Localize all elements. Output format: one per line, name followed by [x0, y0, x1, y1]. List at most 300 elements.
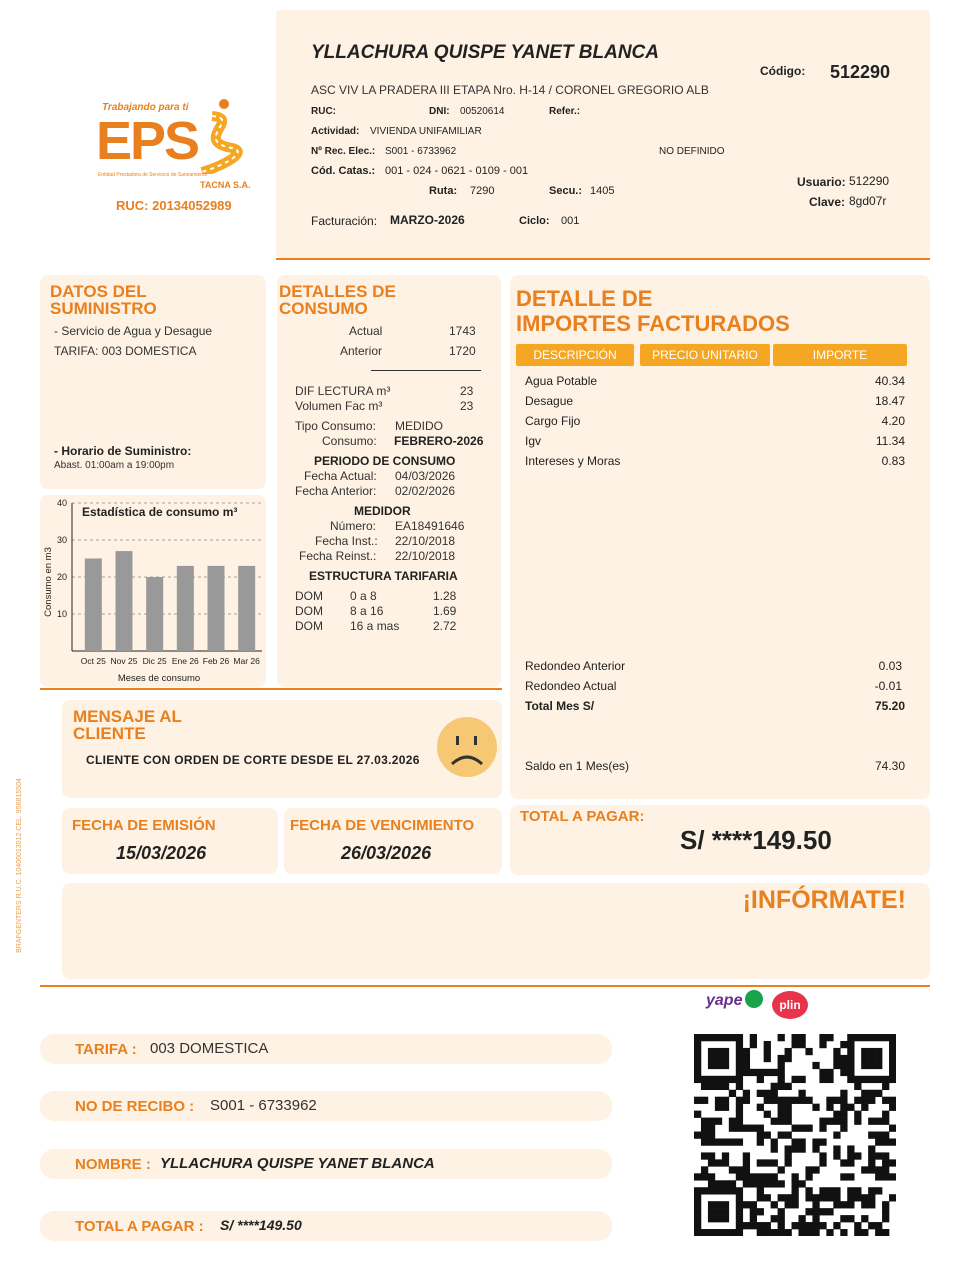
- qr-module: [701, 1083, 708, 1090]
- total-mes-label: Total Mes S/: [525, 699, 595, 713]
- item-desc: Intereses y Moras: [525, 454, 621, 468]
- qr-module: [819, 1069, 826, 1076]
- qr-module: [736, 1062, 743, 1069]
- qr-module: [861, 1048, 868, 1055]
- chart-xtick-label: Mar 26: [233, 656, 260, 666]
- qr-module: [708, 1083, 715, 1090]
- chart-bar: [208, 566, 225, 651]
- qr-module: [805, 1187, 812, 1194]
- tarifa-cat: DOM: [295, 589, 323, 603]
- qr-module: [792, 1173, 799, 1180]
- qr-module: [715, 1076, 722, 1083]
- qr-module: [798, 1076, 805, 1083]
- qr-module: [715, 1048, 722, 1055]
- qr-module: [771, 1173, 778, 1180]
- qr-module: [785, 1229, 792, 1236]
- qr-module: [722, 1201, 729, 1208]
- qr-module: [792, 1034, 799, 1041]
- qr-module: [715, 1159, 722, 1166]
- qr-module: [812, 1215, 819, 1222]
- suministro-title-2: SUMINISTRO: [50, 299, 157, 318]
- qr-module: [743, 1069, 750, 1076]
- qr-module: [694, 1215, 701, 1222]
- qr-module: [743, 1055, 750, 1062]
- qr-module: [882, 1152, 889, 1159]
- qr-module: [875, 1132, 882, 1139]
- informate-title: ¡INFÓRMATE!: [742, 886, 906, 914]
- qr-module: [729, 1138, 736, 1145]
- qr-module: [750, 1041, 757, 1048]
- ciclo-label: Ciclo:: [519, 215, 550, 227]
- qr-module: [778, 1069, 785, 1076]
- qr-module: [771, 1138, 778, 1145]
- company-logo: [96, 92, 256, 217]
- qr-module: [722, 1034, 729, 1041]
- usuario-value: 512290: [849, 174, 890, 188]
- total-value: S/ ****149.50: [680, 825, 832, 855]
- qr-module: [812, 1222, 819, 1229]
- footer-tarifa-value: 003 DOMESTICA: [150, 1040, 269, 1057]
- item-importe: 4.20: [881, 414, 905, 428]
- qr-module: [764, 1055, 771, 1062]
- dni-value: 00520614: [460, 106, 505, 117]
- qr-module: [729, 1034, 736, 1041]
- secu-label: Secu.:: [549, 185, 583, 197]
- qr-module: [798, 1125, 805, 1132]
- qr-module: [840, 1041, 847, 1048]
- qr-module: [694, 1055, 701, 1062]
- qr-module: [778, 1118, 785, 1125]
- col-precio: PRECIO UNITARIO: [640, 344, 770, 366]
- qr-module: [694, 1229, 701, 1236]
- header-divider: [276, 258, 930, 260]
- qr-module: [764, 1090, 771, 1097]
- qr-module: [708, 1048, 715, 1055]
- consumption-chart: [40, 495, 266, 687]
- consumo-title-2: CONSUMO: [279, 299, 368, 318]
- qr-module: [833, 1145, 840, 1152]
- qr-module: [708, 1152, 715, 1159]
- qr-module: [750, 1222, 757, 1229]
- qr-module: [715, 1055, 722, 1062]
- qr-module: [854, 1083, 861, 1090]
- qr-module: [812, 1145, 819, 1152]
- qr-module: [812, 1208, 819, 1215]
- qr-module: [833, 1118, 840, 1125]
- facturacion-value: MARZO-2026: [390, 213, 465, 227]
- qr-module: [785, 1159, 792, 1166]
- qr-module: [868, 1118, 875, 1125]
- qr-module: [833, 1152, 840, 1159]
- qr-module: [750, 1173, 757, 1180]
- tarifa-cat: DOM: [295, 604, 323, 618]
- tarifa-rango: 8 a 16: [350, 604, 384, 618]
- qr-module: [798, 1215, 805, 1222]
- qr-module: [833, 1048, 840, 1055]
- qr-module: [840, 1062, 847, 1069]
- qr-module: [708, 1201, 715, 1208]
- qr-module: [743, 1159, 750, 1166]
- qr-module: [708, 1229, 715, 1236]
- qr-module: [722, 1180, 729, 1187]
- chart-ylabel: Consumo en m3: [43, 547, 54, 617]
- qr-module: [722, 1187, 729, 1194]
- vol-label: Volumen Fac m³: [295, 399, 383, 413]
- qr-module: [847, 1173, 854, 1180]
- qr-module: [833, 1187, 840, 1194]
- qr-module: [882, 1097, 889, 1104]
- importes-title-1: DETALLE DE: [516, 286, 653, 311]
- qr-module: [771, 1145, 778, 1152]
- anterior-label: Anterior: [340, 344, 383, 358]
- qr-module: [875, 1229, 882, 1236]
- qr-module: [819, 1034, 826, 1041]
- emision-label: FECHA DE EMISIÓN: [72, 817, 216, 834]
- qr-module: [750, 1034, 757, 1041]
- footer-nombre-value: YLLACHURA QUISPE YANET BLANCA: [160, 1155, 435, 1172]
- redondeo-actual-value: -0.01: [874, 679, 902, 693]
- qr-module: [708, 1138, 715, 1145]
- qr-module: [701, 1034, 708, 1041]
- qr-module: [701, 1138, 708, 1145]
- qr-module: [875, 1187, 882, 1194]
- qr-module: [868, 1132, 875, 1139]
- qr-module: [875, 1055, 882, 1062]
- logo-text: EPS: [96, 111, 199, 171]
- qr-module: [861, 1076, 868, 1083]
- customer-name: YLLACHURA QUISPE YANET BLANCA: [311, 42, 659, 63]
- qr-module: [792, 1201, 799, 1208]
- qr-module: [778, 1062, 785, 1069]
- redondeo-actual-label: Redondeo Actual: [525, 679, 617, 693]
- qr-module: [715, 1215, 722, 1222]
- qr-module: [847, 1215, 854, 1222]
- qr-module: [875, 1076, 882, 1083]
- qr-module: [736, 1208, 743, 1215]
- qr-module: [736, 1201, 743, 1208]
- qr-module: [722, 1215, 729, 1222]
- qr-module: [819, 1138, 826, 1145]
- redondeo-anterior-label: Redondeo Anterior: [525, 659, 626, 673]
- qr-module: [819, 1187, 826, 1194]
- qr-module: [771, 1215, 778, 1222]
- qr-module: [701, 1152, 708, 1159]
- mensaje-text: CLIENTE CON ORDEN DE CORTE DESDE EL 27.03.2026: [86, 753, 420, 767]
- qr-module: [736, 1041, 743, 1048]
- qr-module: [826, 1208, 833, 1215]
- qr-module: [715, 1229, 722, 1236]
- qr-module: [868, 1194, 875, 1201]
- qr-module: [757, 1069, 764, 1076]
- footer-recibo-value: S001 - 6733962: [210, 1097, 317, 1114]
- qr-module: [868, 1187, 875, 1194]
- qr-module: [882, 1132, 889, 1139]
- qr-module: [833, 1132, 840, 1139]
- chart-bar: [177, 566, 194, 651]
- qr-module: [868, 1090, 875, 1097]
- qr-module: [854, 1118, 861, 1125]
- qr-module: [798, 1097, 805, 1104]
- qr-module: [722, 1055, 729, 1062]
- qr-module: [743, 1090, 750, 1097]
- payment-qr-code[interactable]: [694, 1034, 896, 1236]
- qr-module: [861, 1104, 868, 1111]
- qr-module: [694, 1173, 701, 1180]
- qr-module: [840, 1097, 847, 1104]
- qr-module: [715, 1180, 722, 1187]
- qr-module: [757, 1138, 764, 1145]
- qr-module: [736, 1118, 743, 1125]
- qr-module: [826, 1229, 833, 1236]
- ruc-label: RUC:: [311, 106, 336, 117]
- qr-module: [889, 1173, 896, 1180]
- qr-module: [812, 1062, 819, 1069]
- qr-module: [778, 1034, 785, 1041]
- qr-module: [833, 1062, 840, 1069]
- qr-module: [750, 1201, 757, 1208]
- plin-logo: [772, 991, 808, 1019]
- qr-module: [701, 1187, 708, 1194]
- qr-module: [722, 1083, 729, 1090]
- qr-module: [819, 1041, 826, 1048]
- qr-module: [764, 1194, 771, 1201]
- item-desc: Agua Potable: [525, 374, 598, 388]
- horario-label: - Horario de Suministro:: [54, 444, 192, 458]
- qr-module: [785, 1118, 792, 1125]
- qr-module: [757, 1180, 764, 1187]
- qr-module: [875, 1090, 882, 1097]
- qr-module: [722, 1097, 729, 1104]
- actividad-value: VIVIENDA UNIFAMILIAR: [370, 126, 482, 137]
- qr-module: [750, 1069, 757, 1076]
- qr-module: [868, 1048, 875, 1055]
- qr-module: [840, 1159, 847, 1166]
- vol-value: 23: [460, 399, 474, 413]
- qr-module: [729, 1187, 736, 1194]
- chart-ytick-label: 40: [56, 498, 67, 508]
- qr-module: [715, 1062, 722, 1069]
- qr-module: [701, 1097, 708, 1104]
- qr-module: [771, 1069, 778, 1076]
- qr-module: [778, 1076, 785, 1083]
- qr-module: [750, 1208, 757, 1215]
- tarifa-row: [295, 589, 323, 603]
- chart-ytick-label: 10: [56, 609, 67, 619]
- qr-module: [715, 1201, 722, 1208]
- qr-module: [764, 1222, 771, 1229]
- qr-module: [736, 1173, 743, 1180]
- qr-module: [805, 1173, 812, 1180]
- qr-module: [826, 1104, 833, 1111]
- qr-module: [729, 1180, 736, 1187]
- tarifa-row: [295, 604, 323, 618]
- qr-module: [715, 1208, 722, 1215]
- reinst-label: Fecha Reinst.:: [299, 549, 377, 563]
- qr-module: [757, 1076, 764, 1083]
- qr-module: [736, 1076, 743, 1083]
- qr-module: [757, 1229, 764, 1236]
- qr-module: [854, 1222, 861, 1229]
- tarifa-text: TARIFA: 003 DOMESTICA: [54, 344, 197, 358]
- qr-module: [792, 1041, 799, 1048]
- qr-module: [715, 1083, 722, 1090]
- saldo-value: 74.30: [874, 759, 905, 773]
- qr-module: [840, 1215, 847, 1222]
- qr-module: [750, 1180, 757, 1187]
- road-swoosh-icon: [192, 96, 252, 174]
- qr-module: [778, 1166, 785, 1173]
- horario-value: Abast. 01:00am a 19:00pm: [54, 460, 175, 471]
- qr-module: [701, 1125, 708, 1132]
- company-ruc: RUC: 20134052989: [116, 198, 232, 213]
- qr-module: [785, 1152, 792, 1159]
- medidor-title: MEDIDOR: [354, 504, 411, 518]
- qr-module: [805, 1166, 812, 1173]
- vencimiento-value: 26/03/2026: [341, 843, 432, 863]
- qr-module: [736, 1166, 743, 1173]
- qr-module: [868, 1055, 875, 1062]
- qr-module: [778, 1215, 785, 1222]
- qr-module: [708, 1125, 715, 1132]
- qr-module: [708, 1173, 715, 1180]
- qr-module: [701, 1118, 708, 1125]
- rec-label: Nº Rec. Elec.:: [311, 146, 376, 157]
- qr-module: [861, 1215, 868, 1222]
- qr-module: [722, 1104, 729, 1111]
- chart-xtick-label: Feb 26: [202, 656, 230, 666]
- qr-module: [701, 1166, 708, 1173]
- qr-module: [840, 1111, 847, 1118]
- qr-module: [847, 1041, 854, 1048]
- sad-face-icon: [436, 716, 498, 778]
- qr-module: [785, 1097, 792, 1104]
- qr-module: [701, 1173, 708, 1180]
- dif-value: 23: [460, 384, 474, 398]
- qr-module: [785, 1083, 792, 1090]
- total-label: TOTAL A PAGAR:: [520, 808, 645, 825]
- qr-module: [819, 1208, 826, 1215]
- qr-module: [722, 1076, 729, 1083]
- consumo-title-1: DETALLES DE: [279, 282, 396, 301]
- qr-module: [819, 1222, 826, 1229]
- qr-module: [792, 1125, 799, 1132]
- qr-module: [764, 1069, 771, 1076]
- item-desc: Desague: [525, 394, 574, 408]
- qr-module: [819, 1194, 826, 1201]
- qr-module: [882, 1118, 889, 1125]
- qr-module: [847, 1069, 854, 1076]
- qr-module: [778, 1208, 785, 1215]
- qr-module: [861, 1201, 868, 1208]
- tarifa-cat: DOM: [295, 619, 323, 633]
- qr-module: [889, 1159, 896, 1166]
- qr-module: [819, 1152, 826, 1159]
- qr-module: [819, 1118, 826, 1125]
- qr-module: [736, 1111, 743, 1118]
- qr-module: [792, 1076, 799, 1083]
- qr-module: [743, 1173, 750, 1180]
- qr-module: [826, 1097, 833, 1104]
- qr-module: [708, 1159, 715, 1166]
- qr-module: [868, 1034, 875, 1041]
- chart-xlabel: Meses de consumo: [117, 673, 201, 684]
- tipo-value: MEDIDO: [395, 419, 443, 433]
- qr-module: [805, 1125, 812, 1132]
- qr-module: [847, 1194, 854, 1201]
- qr-module: [778, 1229, 785, 1236]
- qr-module: [778, 1083, 785, 1090]
- anterior-value: 1720: [449, 344, 476, 358]
- refer-label: Refer.:: [549, 106, 581, 117]
- mensaje-title-2: CLIENTE: [73, 724, 146, 743]
- qr-module: [889, 1097, 896, 1104]
- qr-module: [771, 1118, 778, 1125]
- qr-module: [868, 1166, 875, 1173]
- informate-divider: [40, 985, 930, 987]
- qr-module: [736, 1125, 743, 1132]
- qr-module: [812, 1138, 819, 1145]
- qr-module: [743, 1166, 750, 1173]
- codigo-value: 512290: [830, 62, 891, 82]
- qr-module: [757, 1194, 764, 1201]
- tarifa-rango: 16 a mas: [350, 619, 400, 633]
- tipo-label: Tipo Consumo:: [295, 419, 376, 433]
- suministro-title-1: DATOS DEL: [50, 282, 147, 301]
- qr-module: [826, 1194, 833, 1201]
- qr-module: [694, 1132, 701, 1139]
- qr-module: [840, 1069, 847, 1076]
- qr-module: [854, 1034, 861, 1041]
- qr-module: [771, 1083, 778, 1090]
- qr-module: [736, 1069, 743, 1076]
- qr-module: [743, 1201, 750, 1208]
- qr-module: [722, 1229, 729, 1236]
- qr-module: [847, 1201, 854, 1208]
- catas-value: 001 - 024 - 0621 - 0109 - 001: [385, 165, 529, 177]
- qr-module: [833, 1097, 840, 1104]
- qr-module: [805, 1229, 812, 1236]
- reinst-value: 22/10/2018: [395, 549, 456, 563]
- qr-module: [729, 1229, 736, 1236]
- item-importe: 11.34: [875, 434, 905, 448]
- footer-total-label: TOTAL A PAGAR :: [75, 1218, 204, 1235]
- qr-module: [757, 1090, 764, 1097]
- qr-module: [736, 1097, 743, 1104]
- qr-module: [785, 1055, 792, 1062]
- qr-module: [889, 1138, 896, 1145]
- qr-module: [861, 1062, 868, 1069]
- qr-module: [785, 1111, 792, 1118]
- catas-label: Cód. Catas.:: [311, 165, 376, 177]
- qr-module: [729, 1090, 736, 1097]
- qr-module: [694, 1201, 701, 1208]
- qr-module: [722, 1138, 729, 1145]
- qr-module: [736, 1055, 743, 1062]
- qr-module: [736, 1187, 743, 1194]
- estructura-title: ESTRUCTURA TARIFARIA: [309, 569, 458, 583]
- side-vertical-text: BRAFGENTERS R.U.C. 10406013012 CEL. 956815504: [15, 778, 23, 953]
- qr-module: [778, 1104, 785, 1111]
- qr-module: [694, 1187, 701, 1194]
- qr-module: [694, 1048, 701, 1055]
- importes-title-2: IMPORTES FACTURADOS: [516, 311, 790, 336]
- item-desc: Igv: [525, 434, 542, 448]
- qr-module: [875, 1034, 882, 1041]
- qr-module: [889, 1069, 896, 1076]
- qr-module: [889, 1048, 896, 1055]
- qr-module: [826, 1187, 833, 1194]
- qr-module: [882, 1034, 889, 1041]
